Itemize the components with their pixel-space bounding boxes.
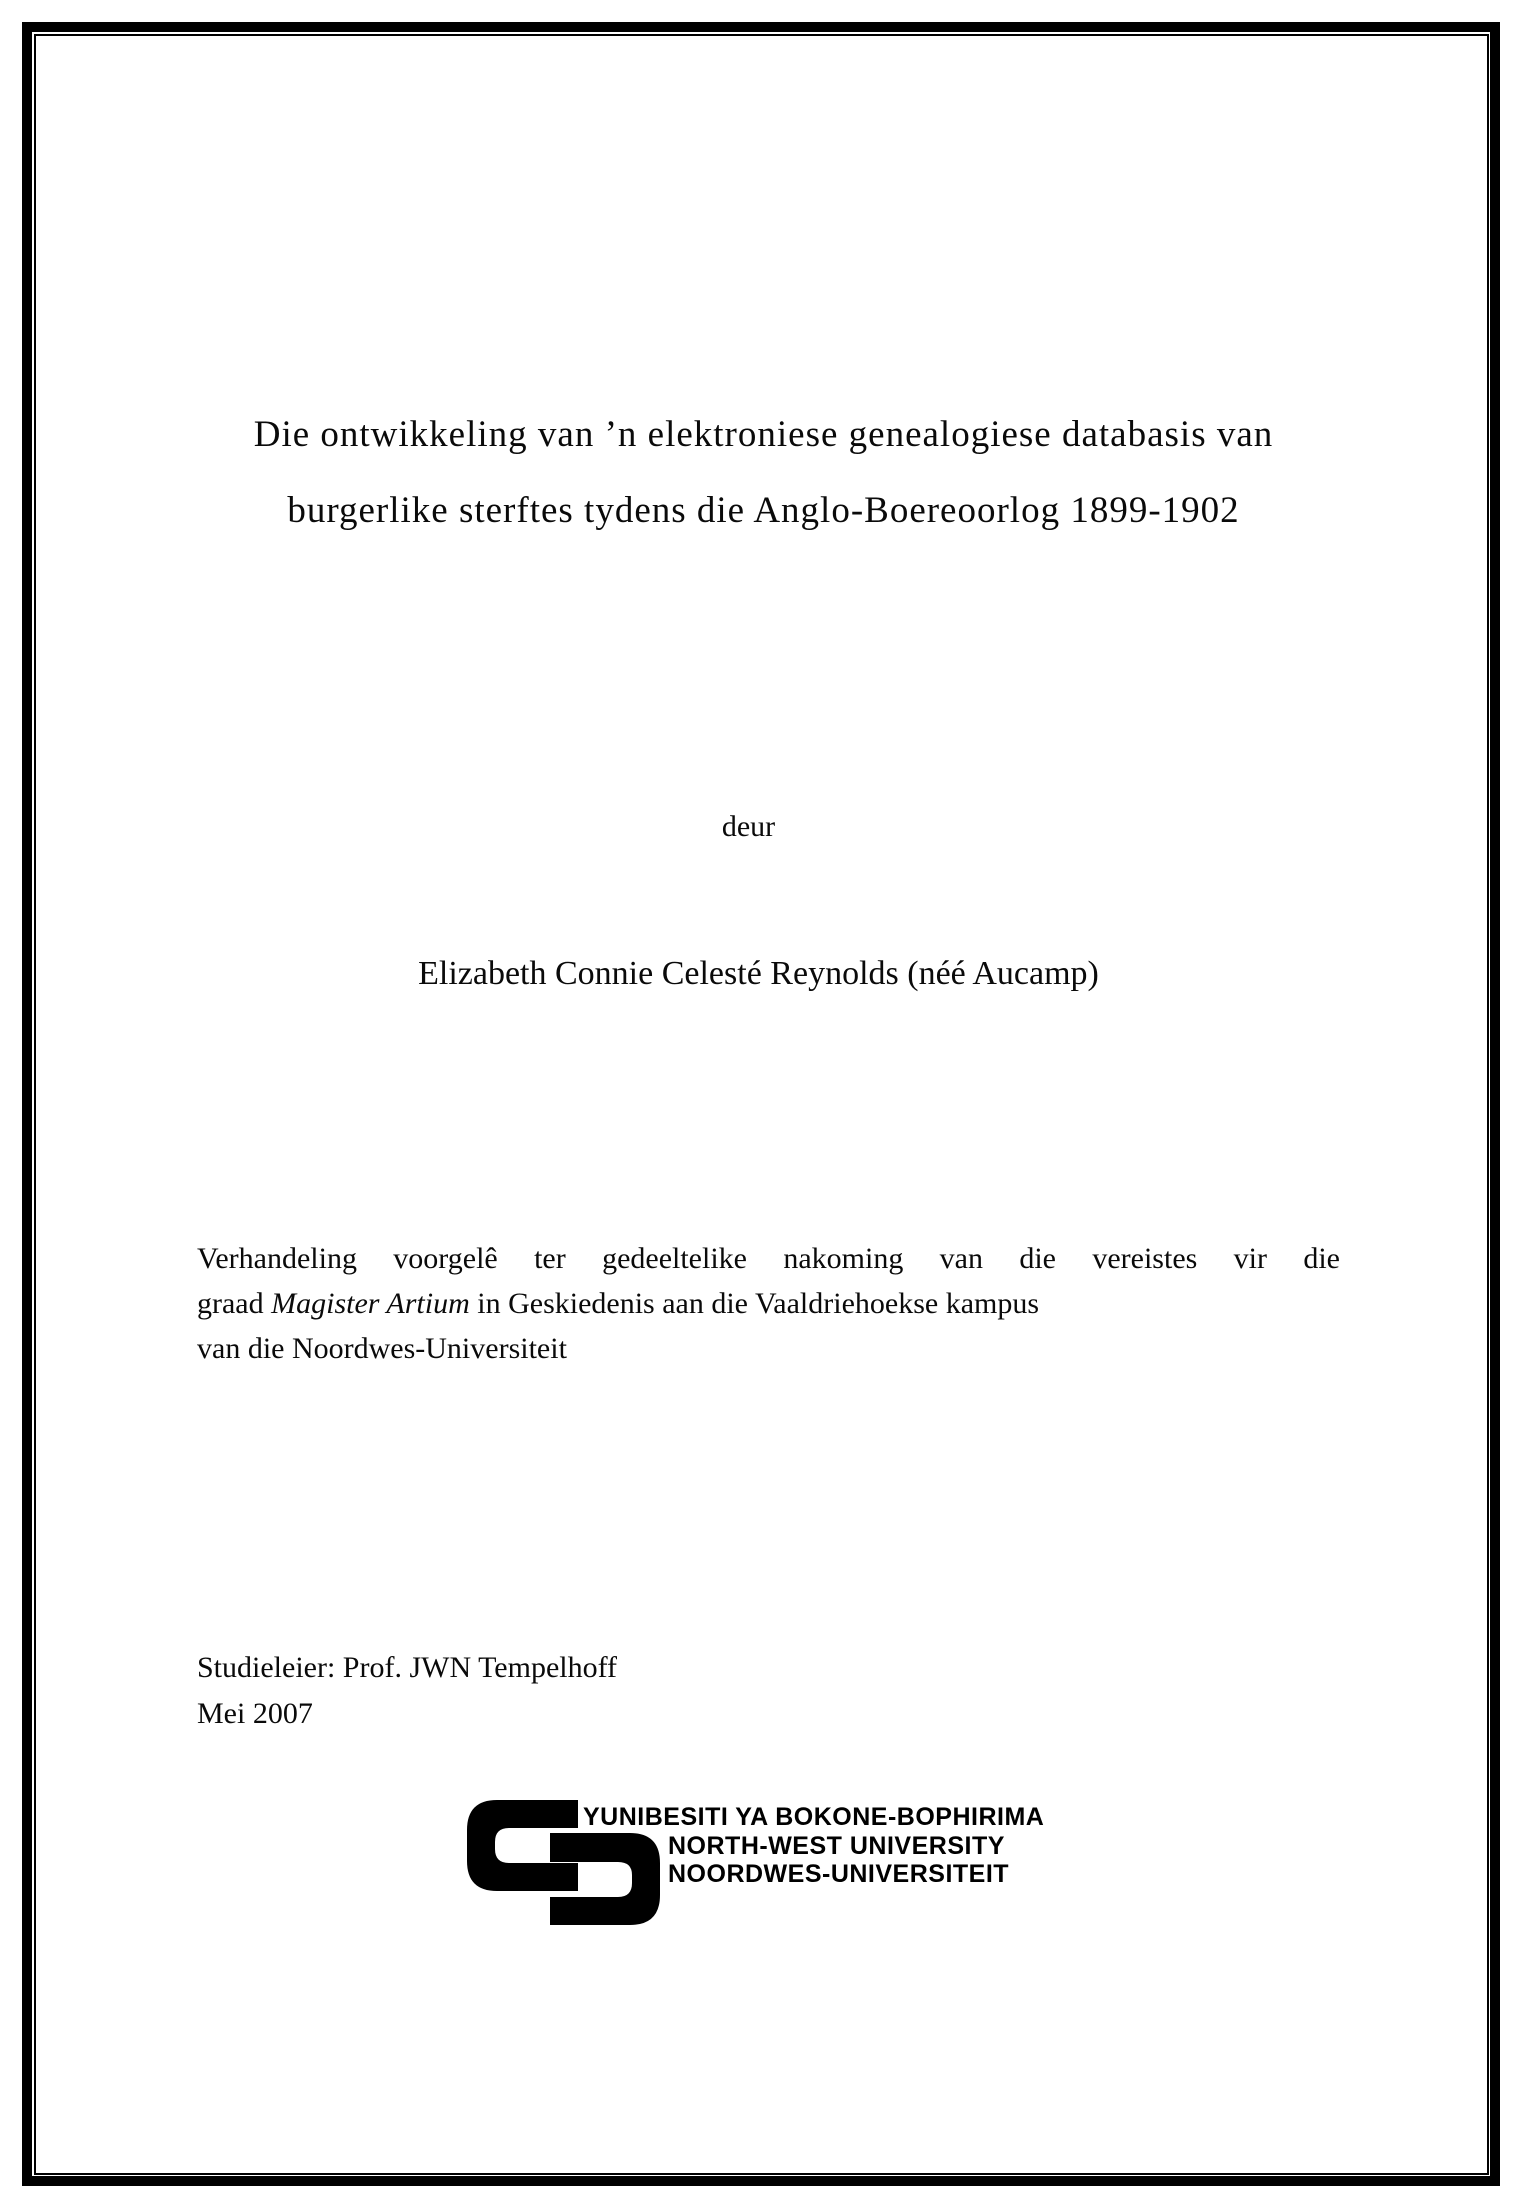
author-name: Elizabeth Connie Celesté Reynolds (néé Aucamp) [418,955,1099,992]
degree-statement-line-2 [197,1281,1340,1326]
university-logo-line-1: YUNIBESITI YA BOKONE-BOPHIRIMA [583,1803,1045,1831]
advisor-line: Studieleier: Prof. JWN Tempelhoff [197,1651,618,1684]
degree-statement-line-2-prefix: graad [197,1287,272,1320]
title-line-1: Die ontwikkeling van ’n elektroniese genealogiese databasis van [253,414,1274,455]
degree-statement-line-3: van die Noordwes-Universiteit [197,1332,567,1365]
advisor-block [197,1645,617,1737]
degree-statement-line-1: Verhandeling voorgelê ter gedeeltelike nakoming van die vereistes vir die [197,1242,1340,1275]
byline-deur: deur [721,810,776,843]
degree-statement-line-2-suffix: in Geskiedenis aan die Vaaldriehoekse kampus [469,1287,1040,1320]
date-line: Mei 2007 [197,1697,313,1730]
degree-statement [197,1236,1340,1371]
degree-statement-latin-degree: Magister Artium [271,1287,470,1320]
university-logo-line-2: NORTH-WEST UNIVERSITY [668,1832,1005,1860]
thesis-title [70,397,1457,549]
title-line-2: burgerlike sterftes tydens die Anglo-Boereoorlog 1899-1902 [287,490,1240,531]
university-logo-line-3: NOORDWES-UNIVERSITEIT [668,1860,1010,1888]
